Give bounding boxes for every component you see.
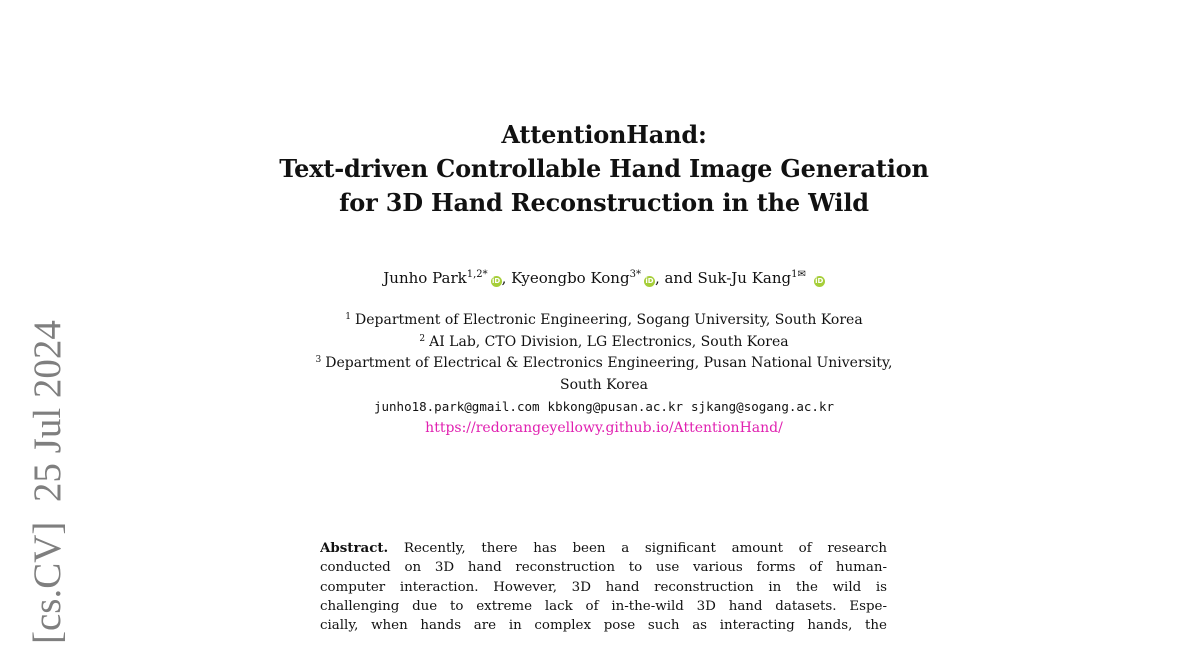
orcid-icon[interactable]: iD xyxy=(645,277,654,285)
abstract-line: cially, when hands are in complex pose such as interacting hands, the xyxy=(320,618,887,634)
abstract-line: Abstract. Recently, there has been a significant amount of research xyxy=(320,540,887,556)
arxiv-stamp xyxy=(26,320,70,648)
author-separator: , xyxy=(501,269,512,287)
author-1-name: Junho Park xyxy=(383,269,467,287)
project-link[interactable]: https://redorangeyellowy.github.io/AttentionHand/ xyxy=(425,419,783,436)
author-2-affil: 3* xyxy=(629,269,641,280)
arxiv-category: [cs.CV] xyxy=(26,521,69,644)
affiliation-2: $^2$ AI Lab, CTO Division, LG Electronics, South Korea xyxy=(419,333,789,350)
author-separator: , and xyxy=(654,269,698,287)
affiliation-1: $^1$ Department of Electronic Engineering, Sogang University, South Korea xyxy=(345,312,863,328)
email-link[interactable]: kbkong@pusan.ac.kr xyxy=(547,399,684,414)
affiliation-3-cont: South Korea xyxy=(560,376,648,393)
abstract-line: challenging due to extreme lack of in-the-wild 3D hand datasets. Espe- xyxy=(320,598,887,614)
title-line-1: AttentionHand: xyxy=(501,120,707,149)
abstract-line: conducted on 3D hand reconstruction to use various forms of human- xyxy=(320,560,887,576)
email-link[interactable]: sjkang@sogang.ac.kr xyxy=(691,399,835,414)
envelope-icon: ✉ xyxy=(797,269,806,280)
author-3-affil: 1✉ xyxy=(791,269,806,280)
abstract-line: computer interaction. However, 3D hand reconstruction in the wild is xyxy=(320,579,887,595)
paper-title xyxy=(230,118,978,220)
author-2-name: Kyeongbo Kong xyxy=(511,269,630,287)
email-list xyxy=(200,396,1008,418)
author-1-affil: 1,2* xyxy=(466,269,488,280)
author-3-name: Suk-Ju Kang xyxy=(697,269,792,287)
orcid-icon[interactable]: iD xyxy=(815,277,824,285)
email-link[interactable]: junho18.park@gmail.com xyxy=(373,399,540,414)
abstract xyxy=(320,539,887,635)
arxiv-date: 25 Jul 2024 xyxy=(26,320,69,503)
affiliations xyxy=(200,310,1008,439)
title-line-3: for 3D Hand Reconstruction in the Wild xyxy=(339,188,869,217)
title-line-2: Text-driven Controllable Hand Image Generation xyxy=(279,154,929,183)
author-list xyxy=(200,267,1008,289)
abstract-label: Abstract. xyxy=(320,540,389,556)
orcid-icon[interactable]: iD xyxy=(492,277,501,285)
affiliation-3: $^3$ Department of Electrical & Electronics Engineering, Pusan National University, xyxy=(315,355,893,371)
